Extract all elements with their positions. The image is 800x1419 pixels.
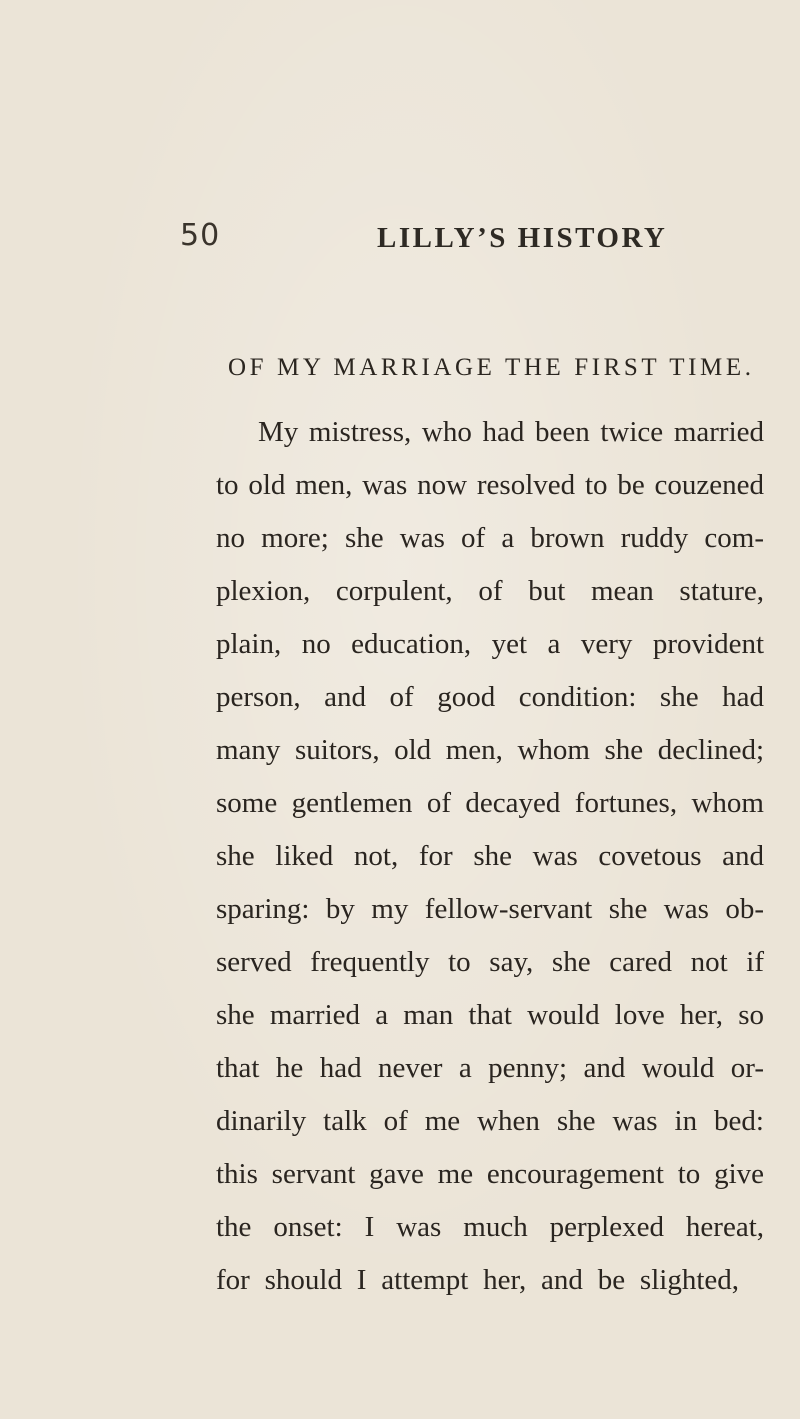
text-line: plain, no education, yet a very provident (216, 628, 764, 660)
running-title: LILLY’S HISTORY (377, 222, 668, 254)
text-line: dinarily talk of me when she was in bed: (216, 1105, 764, 1137)
body-text (216, 406, 764, 1307)
text-line: served frequently to say, she cared not if (216, 946, 764, 978)
text-line: this servant gave me encouragement to give (216, 1158, 764, 1190)
text-line: the onset: I was much perplexed hereat, (216, 1211, 764, 1243)
text-line: some gentlemen of decayed fortunes, whom (216, 787, 764, 819)
text-line: that he had never a penny; and would or- (216, 1052, 764, 1084)
text-line: she married a man that would love her, so (216, 999, 764, 1031)
text-line: plexion, corpulent, of but mean stature, (216, 575, 764, 607)
running-head (0, 212, 800, 262)
text-line: sparing: by my fellow-servant she was ob- (216, 893, 764, 925)
page-number: 50 (180, 218, 221, 253)
text-line: no more; she was of a brown ruddy com- (216, 522, 764, 554)
text-line: many suitors, old men, whom she declined; (216, 734, 764, 766)
section-heading: OF MY MARRIAGE THE FIRST TIME. (228, 354, 755, 381)
text-line: for should I attempt her, and be slighted, (216, 1264, 739, 1296)
text-line: person, and of good condition: she had (216, 681, 764, 713)
text-line: My mistress, who had been twice married (258, 416, 764, 448)
text-line: she liked not, for she was covetous and (216, 840, 764, 872)
text-line: to old men, was now resolved to be couzened (216, 469, 764, 501)
